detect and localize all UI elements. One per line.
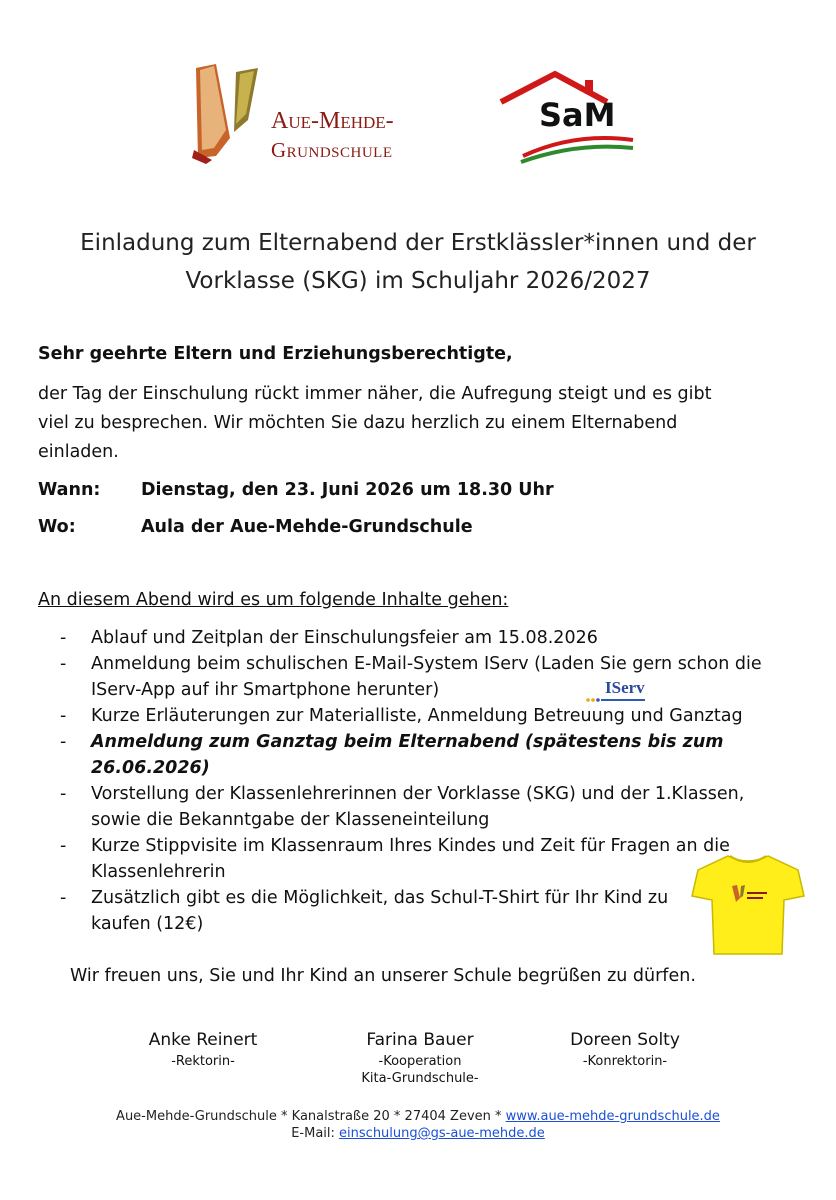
bullet-dash: - — [60, 706, 67, 726]
signatory-name: Farina Bauer — [366, 1030, 474, 1050]
intro-paragraph — [38, 380, 798, 467]
signatory-role: -Konrektorin- — [582, 1054, 668, 1069]
bullet-dash: - — [60, 628, 67, 648]
title-line2: Vorklasse (SKG) im Schuljahr 2026/2027 — [185, 268, 651, 294]
iserv-logo-text: IServ — [605, 678, 645, 697]
list-item — [60, 651, 790, 703]
topics-heading: An diesem Abend wird es um folgende Inhalte gehen: — [38, 590, 509, 610]
intro-line: viel zu besprechen. Wir möchten Sie dazu herzlich zu einem Elternabend — [38, 413, 678, 433]
where-label: Wo: — [38, 517, 76, 537]
event-location-row — [38, 517, 473, 537]
title-line1: Einladung zum Elternabend der Erstklässler*innen und der — [80, 230, 756, 256]
bullet-dash: - — [60, 888, 67, 908]
website-link[interactable]: www.aue-mehde-grundschule.de — [505, 1109, 720, 1124]
list-item-text: Zusätzlich gibt es die Möglichkeit, das Schul-T-Shirt für Ihr Kind zu — [91, 888, 669, 908]
intro-line: einladen. — [38, 442, 119, 462]
list-item-text: kaufen (12€) — [91, 914, 204, 934]
list-item-text: Kurze Erläuterungen zur Materialliste, Anmeldung Betreuung und Ganztag — [91, 706, 743, 726]
where-value: Aula der Aue-Mehde-Grundschule — [141, 517, 473, 537]
signatory-name: Doreen Solty — [570, 1030, 680, 1050]
bullet-dash: - — [60, 784, 67, 804]
list-item-highlight — [60, 729, 790, 781]
email-label: E-Mail: — [291, 1126, 340, 1141]
school-logo — [186, 60, 436, 170]
signatory-role: -Rektorin- — [171, 1054, 235, 1069]
signatory-role: -Kooperation — [378, 1054, 462, 1069]
intro-line: der Tag der Einschulung rückt immer näher, die Aufregung steigt und es gibt — [38, 384, 712, 404]
bullet-dash: - — [60, 654, 67, 674]
bullet-dash: - — [60, 836, 67, 856]
signatory-role-line2: Kita-Grundschule- — [361, 1071, 479, 1086]
list-item-text: Ablauf und Zeitplan der Einschulungsfeier am 15.08.2026 — [91, 628, 598, 648]
when-value: Dienstag, den 23. Juni 2026 um 18.30 Uhr — [141, 480, 554, 500]
email-link[interactable]: einschulung@gs-aue-mehde.de — [339, 1126, 545, 1141]
event-date-row — [38, 480, 554, 500]
list-item — [60, 703, 790, 729]
bullet-dash: - — [60, 732, 67, 752]
closing-sentence: Wir freuen uns, Sie und Ihr Kind an unserer Schule begrüßen zu dürfen. — [70, 966, 696, 986]
sam-logo-text: SaM — [539, 96, 616, 134]
list-item — [60, 885, 790, 937]
list-item-text: Anmeldung beim schulischen E-Mail-System IServ (Laden Sie gern schon die — [91, 654, 762, 674]
list-item — [60, 625, 790, 651]
sam-logo — [495, 70, 635, 165]
signature-block — [350, 1030, 490, 1087]
tshirt-icon — [690, 852, 806, 957]
list-item — [60, 781, 790, 833]
list-item-text: Anmeldung zum Ganztag beim Elternabend (spätestens bis zum 26.06.2026) — [91, 732, 724, 778]
list-item-text: Kurze Stippvisite im Klassenraum Ihres Kindes und Zeit für Fragen an die — [91, 836, 730, 856]
list-item-text: sowie die Bekanntgabe der Klasseneinteilung — [91, 810, 490, 830]
list-item-text: IServ-App auf ihr Smartphone herunter) — [91, 680, 440, 700]
list-item-text: Vorstellung der Klassenlehrerinnen der Vorklasse (SKG) und der 1.Klassen, — [91, 784, 745, 804]
list-item — [60, 833, 790, 885]
school-name-line2: Grundschule — [271, 138, 393, 162]
signature-block — [138, 1030, 268, 1070]
signatory-name: Anke Reinert — [148, 1030, 258, 1050]
school-logo-mark — [186, 60, 266, 170]
topics-list — [60, 625, 790, 937]
signature-block — [555, 1030, 695, 1070]
footer-address-line — [0, 1108, 836, 1125]
footer-address: Aue-Mehde-Grundschule * Kanalstraße 20 * 27404 Zeven * — [116, 1109, 506, 1124]
when-label: Wann: — [38, 480, 101, 500]
page-title — [30, 224, 806, 300]
iserv-logo — [585, 680, 647, 704]
school-name-line1: Aue-Mehde- — [271, 108, 394, 134]
footer — [0, 1108, 836, 1142]
tshirt-image — [690, 852, 806, 957]
salutation: Sehr geehrte Eltern und Erziehungsberechtigte, — [38, 344, 513, 364]
footer-email-line — [0, 1125, 836, 1142]
list-item-text: Klassenlehrerin — [91, 862, 226, 882]
